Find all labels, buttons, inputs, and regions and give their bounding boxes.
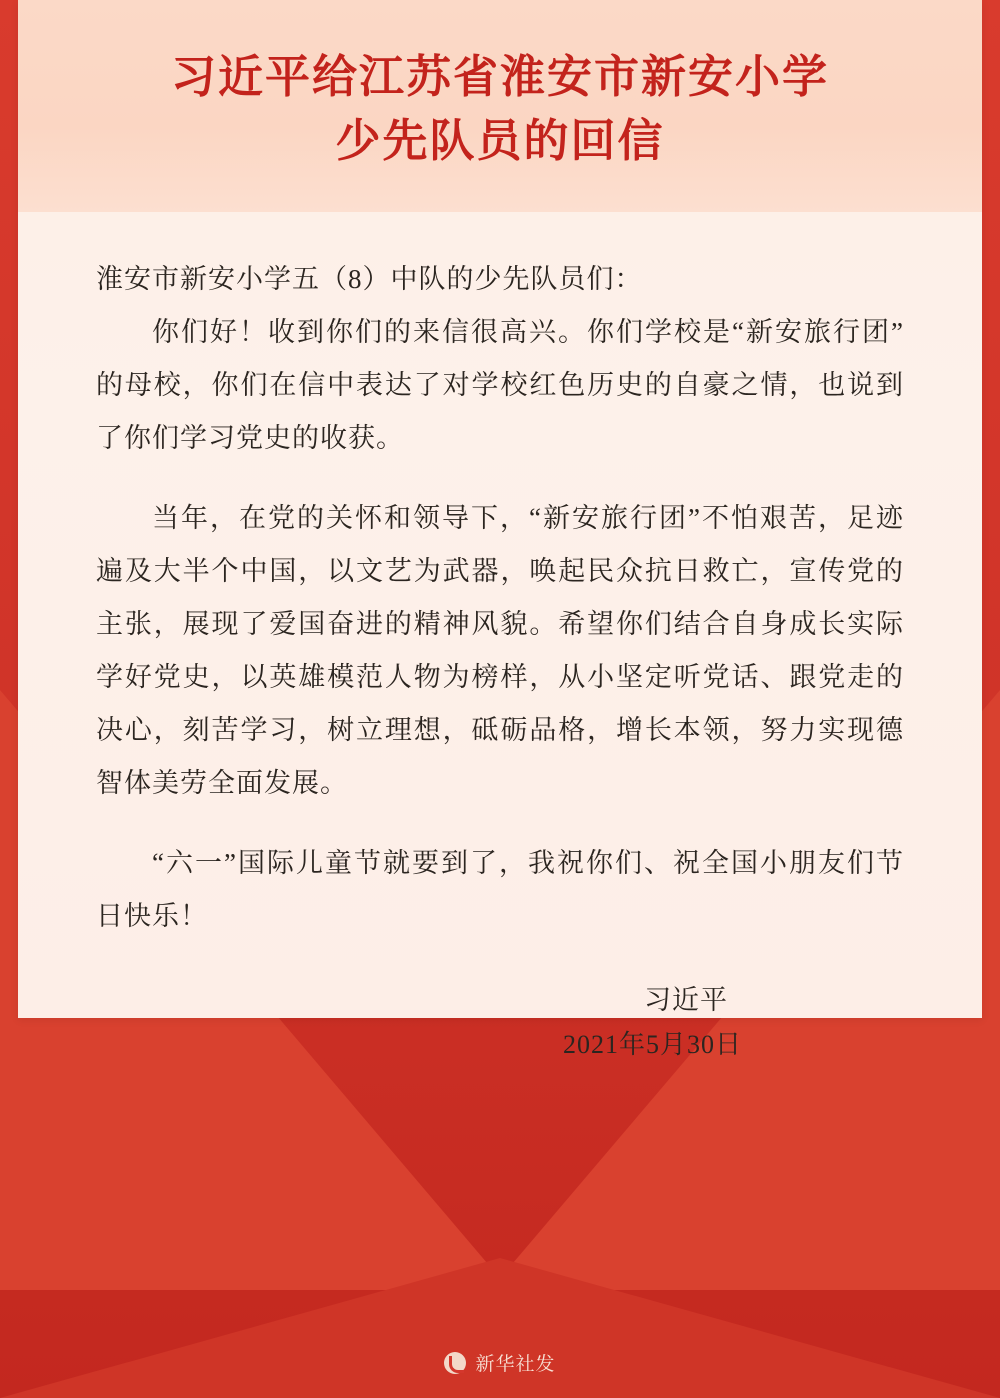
page-title-line-1: 习近平给江苏省淮安市新安小学 [170,50,829,103]
letter-paragraph: 你们好！收到你们的来信很高兴。你们学校是“新安旅行团”的母校，你们在信中表达了对学校红色历史的自豪之情，也说到了你们学习党史的收获。 [96,317,904,453]
letter-paragraph: 当年，在党的关怀和领导下，“新安旅行团”不怕艰苦，足迹遍及大半个中国，以文艺为武器，唤起民众抗日救亡，宣传党的主张，展现了爱国奋进的精神风貌。希望你们结合自身成长实际学好党史，以英雄模范人物为榜样，从小坚定听党话、跟党走的决心，刻苦学习，树立理想，砥砺品格，增长本领，努力实现德智体美劳全面发展。 [96,503,904,798]
letter-paragraph: “六一”国际儿童节就要到了，我祝你们、祝全国小朋友们节日快乐！ [96,848,904,931]
letter-signature: 习近平 [644,985,728,1015]
letter-body [18,212,982,1067]
letter-header [18,0,982,212]
letter-sheet [18,0,982,1059]
letter-date: 2021年5月30日 [562,1030,742,1059]
footer-credit-text: 新华社发 [475,1353,556,1375]
letter-salutation: 淮安市新安小学五（8）中队的少先队员们： [96,264,643,294]
footer-credit [0,1349,1000,1376]
xinhua-circle-icon [444,1352,466,1374]
page-title-line-2: 少先队员的回信 [335,114,665,167]
